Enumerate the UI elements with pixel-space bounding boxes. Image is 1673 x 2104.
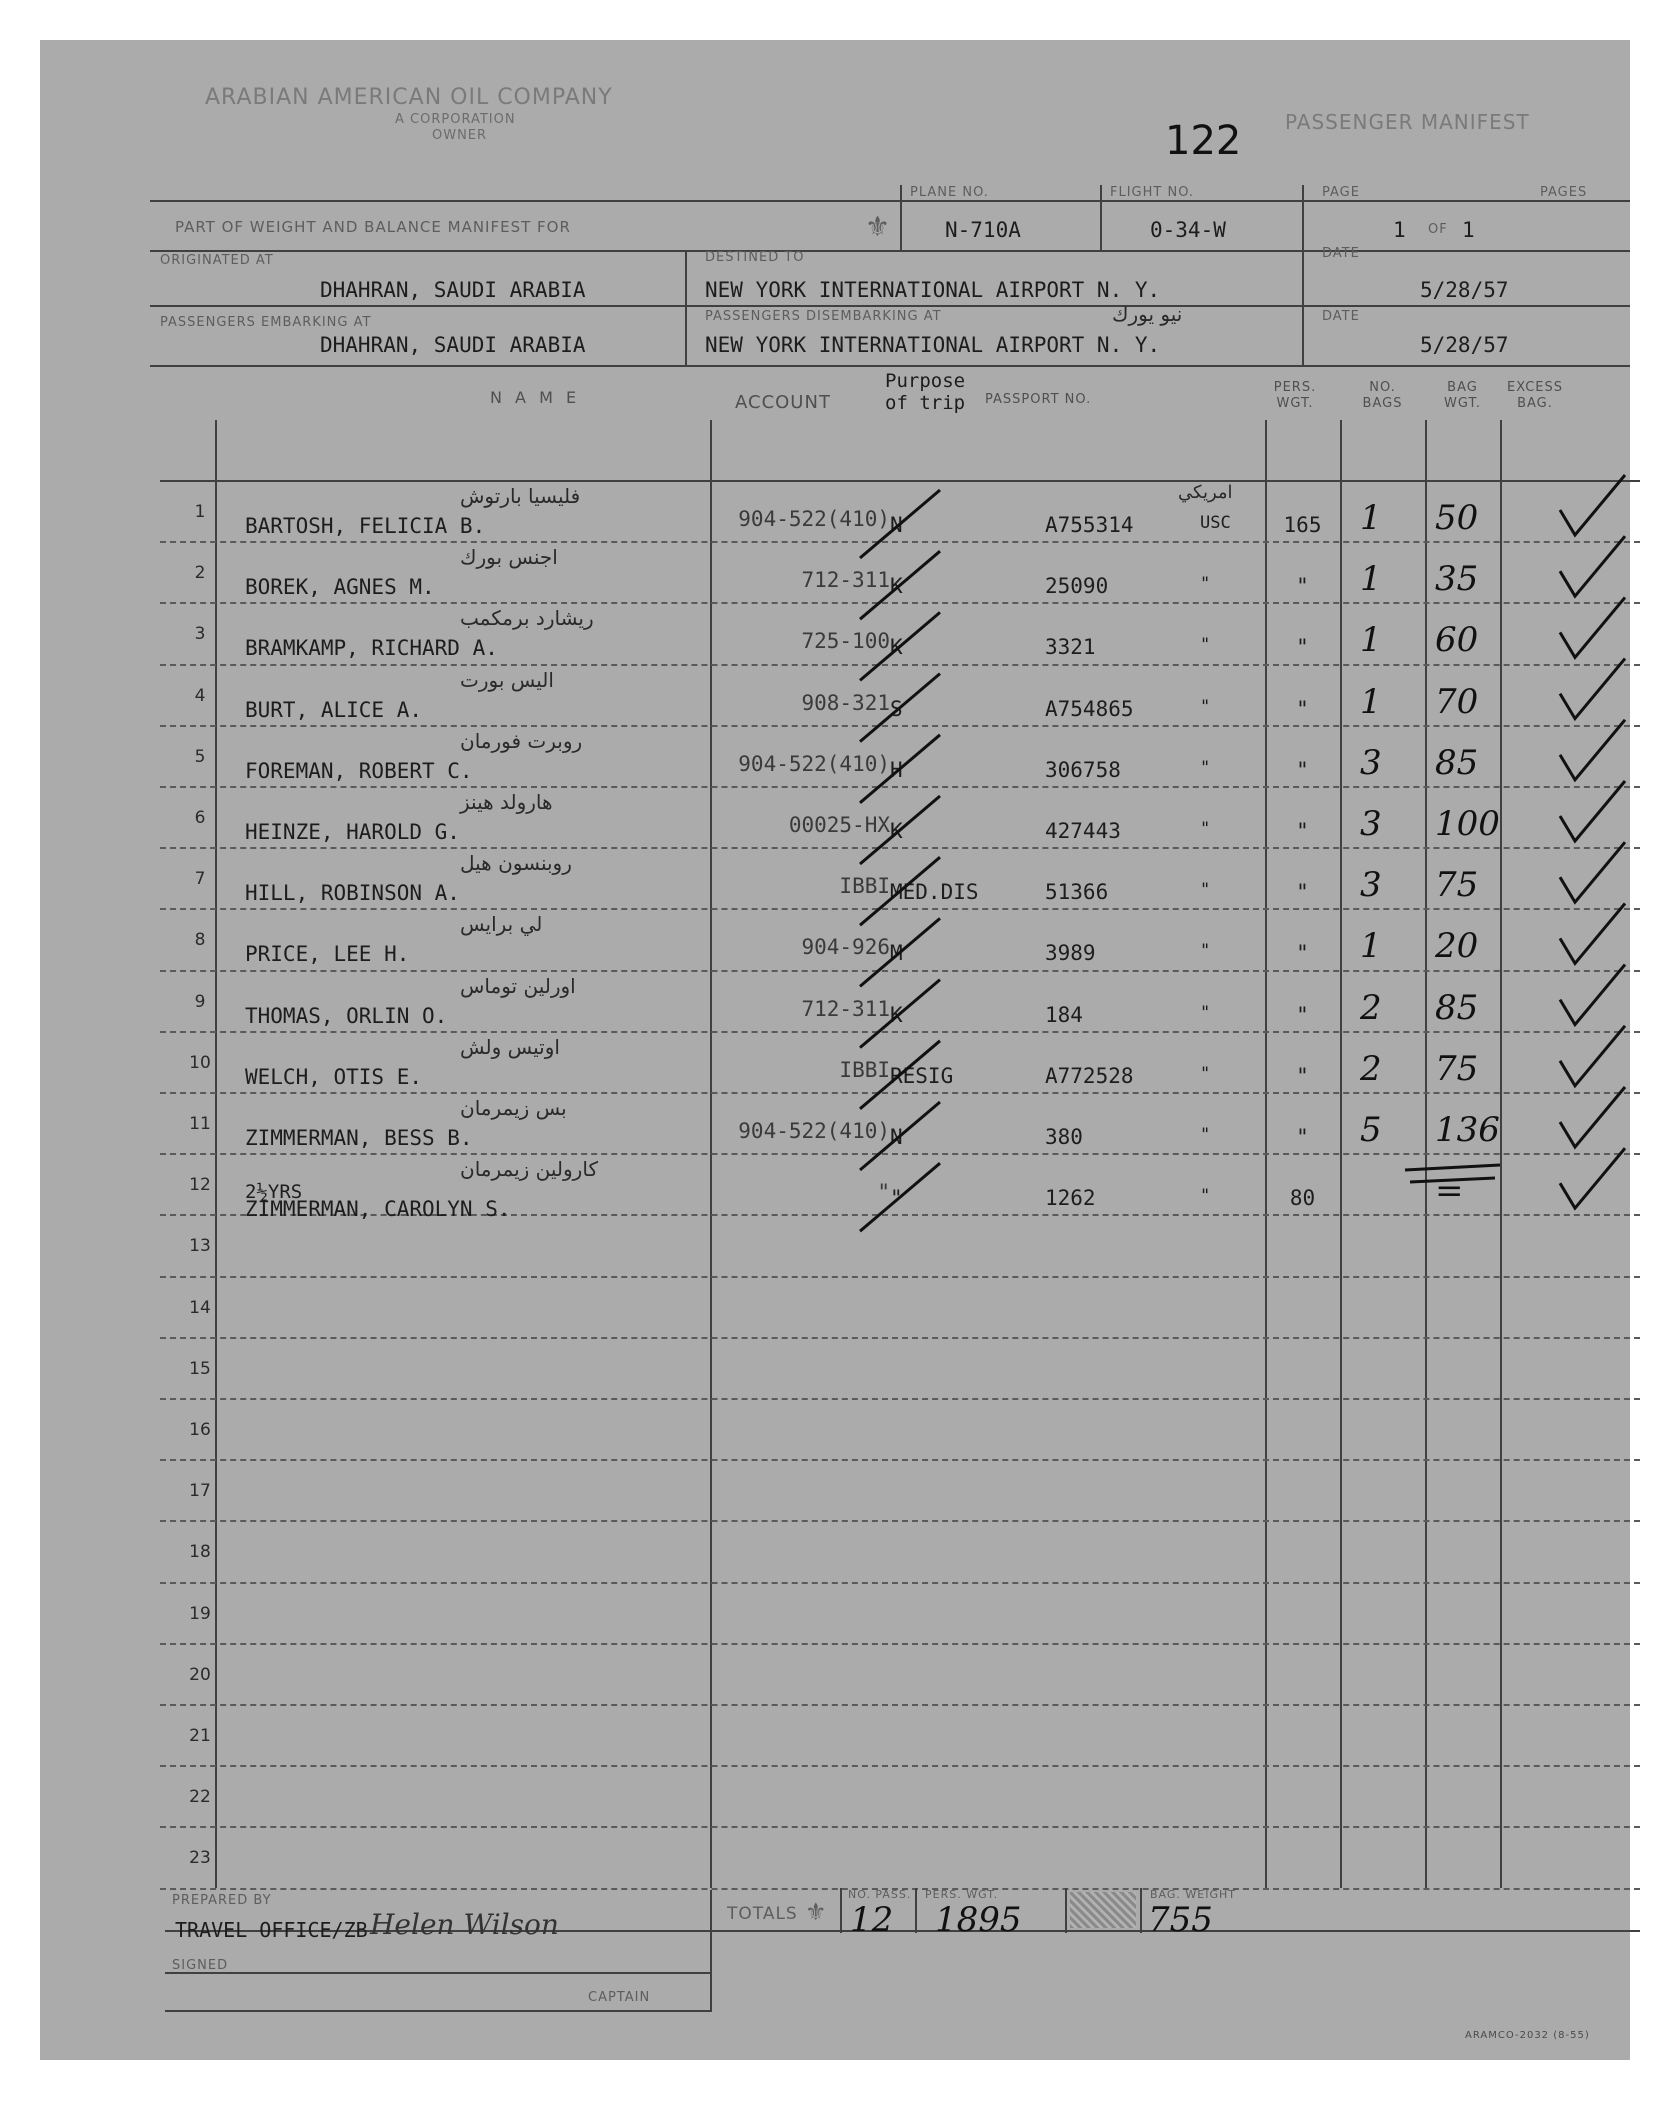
- pers-wgt-value: ": [1296, 1125, 1309, 1149]
- arabic-destination-note: نيو يورك: [1112, 302, 1183, 326]
- pers-note: ": [1200, 1002, 1211, 1023]
- disembarking-label: PASSENGERS DISEMBARKING AT: [705, 309, 942, 324]
- pers-wgt-value: ": [1296, 819, 1309, 843]
- slash-mark: [860, 1163, 940, 1231]
- row-number: 8: [194, 930, 206, 951]
- account-value: 904-522(410): [738, 1119, 890, 1143]
- account-value: 712-311: [801, 568, 890, 593]
- pages-label: PAGES: [1540, 185, 1588, 200]
- plane-no-label: PLANE NO.: [910, 185, 989, 200]
- pers-wgt-value: ": [1296, 574, 1309, 599]
- ditto-strokes: [1405, 1165, 1500, 1182]
- originated-value: DHAHRAN, SAUDI ARABIA: [320, 278, 586, 302]
- row-number: 22: [189, 1787, 211, 1808]
- row-number: 1: [194, 502, 206, 522]
- passport-value: 427443: [1045, 819, 1121, 843]
- row-number: 23: [189, 1848, 211, 1869]
- passport-value: 51366: [1045, 880, 1109, 905]
- row-number: 4: [194, 685, 206, 706]
- passenger-name: ZIMMERMAN, CAROLYN S.: [245, 1197, 511, 1222]
- arabic-name: هارولد هينز: [460, 790, 553, 814]
- passenger-name: BARTOSH, FELICIA B.: [245, 514, 486, 538]
- embarking-label: PASSENGERS EMBARKING AT: [160, 315, 372, 330]
- col-excess-header: EXCESS BAG.: [1507, 380, 1563, 411]
- purpose-value: N: [890, 1125, 903, 1149]
- arabic-name: فليسيا بارتوش: [460, 484, 581, 508]
- passport-value: A772528: [1045, 1063, 1134, 1088]
- check-mark: [1560, 1087, 1625, 1147]
- row-number: 13: [189, 1236, 211, 1257]
- globe-icon-footer: ⚜: [805, 1898, 828, 1926]
- check-mark: [1560, 720, 1625, 780]
- date-value-1: 5/28/57: [1420, 278, 1509, 302]
- destined-value: NEW YORK INTERNATIONAL AIRPORT N. Y.: [705, 278, 1161, 302]
- check-mark: [1560, 536, 1625, 596]
- bag-wgt-value: 85: [1435, 987, 1479, 1028]
- row-number: 14: [189, 1297, 211, 1318]
- row-number: 10: [189, 1052, 211, 1073]
- row-number: 19: [189, 1603, 211, 1624]
- pers-wgt-value: ": [1296, 941, 1309, 966]
- bag-wgt-value: 50: [1435, 498, 1479, 538]
- col-purpose-header: Purpose of trip: [885, 370, 966, 414]
- bag-wgt-value: 35: [1435, 559, 1479, 600]
- slash-mark: [860, 918, 940, 986]
- page-label: PAGE: [1322, 185, 1360, 200]
- check-mark: [1560, 475, 1625, 535]
- slash-mark: [860, 735, 940, 803]
- totals-label: TOTALS: [727, 1904, 798, 1924]
- bag-wgt-value: 20: [1435, 926, 1479, 967]
- date-value-2: 5/28/57: [1420, 333, 1509, 357]
- row-number: 21: [189, 1726, 211, 1746]
- corporation-label: A CORPORATION: [395, 112, 516, 127]
- flight-no-value: 0-34-W: [1150, 218, 1226, 242]
- bags-value: 3: [1360, 865, 1382, 906]
- row-number: 3: [194, 624, 206, 645]
- pers-note: ": [1200, 1125, 1211, 1145]
- pers-wgt-value: ": [1296, 635, 1309, 660]
- account-value: 00025-HX: [788, 813, 890, 837]
- bags-value: 1: [1360, 926, 1382, 967]
- check-mark: [1560, 597, 1625, 657]
- slash-mark: [860, 551, 940, 619]
- no-pass-value: 12: [850, 1900, 894, 1940]
- passenger-name: BURT, ALICE A.: [245, 697, 423, 722]
- check-mark: [1560, 842, 1625, 902]
- slash-mark: [860, 857, 940, 925]
- row-number: 16: [189, 1420, 211, 1440]
- passenger-name: PRICE, LEE H.: [245, 942, 410, 967]
- bag-wgt-value: 85: [1435, 742, 1479, 783]
- passport-value: 1262: [1045, 1186, 1096, 1211]
- pers-note: ": [1200, 696, 1211, 717]
- form-code: ARAMCO-2032 (8-55): [1465, 2030, 1590, 2041]
- pers-wgt-value: ": [1296, 696, 1309, 721]
- pers-wgt-value: 165: [1283, 513, 1322, 537]
- pers-note: ": [1200, 819, 1211, 839]
- passport-value: A754865: [1045, 696, 1134, 721]
- prepared-by-value: TRAVEL OFFICE/ZB: [175, 1918, 368, 1942]
- arabic-name: بس زيمرمان: [460, 1096, 567, 1120]
- passenger-name: ZIMMERMAN, BESS B.: [245, 1126, 473, 1150]
- col-pers-wgt-header: PERS. WGT.: [1273, 380, 1317, 411]
- check-mark: [1560, 1026, 1625, 1086]
- passport-value: 306758: [1045, 757, 1121, 782]
- arabic-name: اورلين توماس: [460, 973, 576, 998]
- row-number: 20: [189, 1664, 211, 1685]
- plane-no-value: N-710A: [945, 218, 1021, 242]
- account-value: 904-926: [801, 935, 890, 960]
- row-number: 9: [194, 991, 206, 1012]
- pers-wgt-total-label: PERS. WGT.: [925, 1888, 999, 1901]
- slash-mark: [860, 796, 940, 864]
- passenger-name: BOREK, AGNES M.: [245, 575, 435, 600]
- arabic-name: اوتيس ولش: [460, 1034, 560, 1059]
- passenger-name: FOREMAN, ROBERT C.: [245, 758, 473, 783]
- passport-value: 3321: [1045, 635, 1096, 660]
- check-mark: [1560, 903, 1625, 963]
- arabic-name: اليس بورت: [460, 667, 554, 692]
- row-number: 18: [189, 1542, 211, 1563]
- pers-wgt-total-value: 1895: [935, 1900, 1022, 1940]
- slash-mark: [860, 1041, 940, 1109]
- pers-note: USC: [1200, 513, 1231, 533]
- bag-wgt-value: 100: [1435, 804, 1500, 844]
- bags-value: 1: [1360, 498, 1382, 538]
- signed-label: SIGNED: [172, 1958, 229, 1973]
- pers-wgt-value: ": [1296, 757, 1309, 782]
- pers-wgt-value: ": [1296, 1002, 1309, 1027]
- passenger-name: THOMAS, ORLIN O.: [245, 1003, 448, 1028]
- account-value: 904-522(410): [738, 507, 890, 531]
- passenger-name: WELCH, OTIS E.: [245, 1064, 423, 1089]
- pers-note: ": [1200, 941, 1211, 962]
- bag-wgt-value: =: [1435, 1171, 1464, 1212]
- pers-note: ": [1200, 1063, 1211, 1084]
- handwritten-marks: [40, 40, 1630, 2060]
- purpose-value: K: [890, 1002, 903, 1027]
- pers-note: ": [1200, 1186, 1211, 1207]
- passport-value: 25090: [1045, 574, 1109, 599]
- bags-value: 2: [1360, 1048, 1382, 1089]
- account-value: IBBI: [839, 1057, 890, 1082]
- purpose-value: H: [890, 757, 903, 782]
- row-number: 12: [189, 1175, 211, 1196]
- document-title: PASSENGER MANIFEST: [1285, 110, 1530, 134]
- account-value: 725-100: [801, 629, 890, 654]
- passport-value: 3989: [1045, 941, 1096, 966]
- owner-label: OWNER: [432, 128, 488, 143]
- prepared-by-label: PREPARED BY: [172, 1893, 272, 1908]
- bags-value: 1: [1360, 620, 1382, 661]
- col-name-header: N A M E: [490, 388, 581, 407]
- account-value: 908-321: [801, 690, 890, 715]
- originated-label: ORIGINATED AT: [160, 253, 274, 268]
- nationality-arabic: امريكي: [1178, 482, 1233, 503]
- bag-wgt-value: 75: [1435, 865, 1479, 906]
- date-label-1: DATE: [1322, 246, 1360, 261]
- row-number: 17: [189, 1481, 211, 1502]
- pers-note: ": [1200, 635, 1211, 656]
- part-of-label: PART OF WEIGHT AND BALANCE MANIFEST FOR: [175, 218, 571, 236]
- captain-label: CAPTAIN: [588, 1990, 651, 2005]
- pers-wgt-value: 80: [1289, 1186, 1316, 1211]
- signature: Helen Wilson: [370, 1908, 559, 1941]
- passenger-name: BRAMKAMP, RICHARD A.: [245, 636, 498, 661]
- bags-value: 3: [1360, 804, 1382, 844]
- slash-mark: [860, 612, 940, 680]
- bags-value: 2: [1360, 987, 1382, 1028]
- check-mark: [1560, 1148, 1625, 1208]
- row-number: 6: [194, 808, 206, 828]
- no-pass-label: NO. PASS.: [848, 1888, 912, 1901]
- purpose-value: K: [890, 819, 903, 843]
- passport-value: A755314: [1045, 513, 1134, 537]
- pages-value: 1: [1462, 218, 1475, 242]
- check-mark: [1560, 781, 1625, 841]
- purpose-value: MED.DIS: [890, 880, 979, 905]
- arabic-name: روبنسون هيل: [460, 851, 572, 876]
- purpose-value: K: [890, 635, 903, 660]
- bag-wgt-value: 60: [1435, 620, 1479, 661]
- globe-icon: ⚜: [865, 210, 892, 243]
- check-mark: [1560, 659, 1625, 719]
- document-number: 122: [1165, 118, 1242, 164]
- account-value: IBBI: [839, 874, 890, 899]
- bag-weight-label: BAG. WEIGHT: [1150, 1888, 1236, 1901]
- disembarking-value: NEW YORK INTERNATIONAL AIRPORT N. Y.: [705, 333, 1161, 357]
- bag-wgt-value: 75: [1435, 1048, 1479, 1089]
- pers-wgt-value: ": [1296, 1063, 1309, 1088]
- purpose-value: N: [890, 513, 903, 537]
- arabic-name: لي برايس: [460, 912, 543, 937]
- arabic-name: ريشارد برمكمب: [460, 606, 594, 631]
- check-mark: [1560, 965, 1625, 1025]
- name-note: 2½YRS: [245, 1181, 303, 1204]
- pers-note: ": [1200, 757, 1211, 778]
- bags-value: 3: [1360, 742, 1382, 783]
- col-passport-header: PASSPORT NO.: [985, 392, 1092, 407]
- row-number: 11: [189, 1114, 211, 1134]
- embarking-value: DHAHRAN, SAUDI ARABIA: [320, 333, 586, 357]
- bag-weight-value: 755: [1148, 1900, 1213, 1940]
- slash-mark: [860, 674, 940, 742]
- bag-wgt-value: 70: [1435, 681, 1479, 722]
- account-value: 712-311: [801, 996, 890, 1021]
- row-number: 2: [194, 563, 206, 584]
- purpose-value: ": [890, 1186, 903, 1211]
- slash-mark: [860, 1102, 940, 1170]
- account-value: ": [877, 1180, 890, 1205]
- row-number: 5: [194, 746, 206, 767]
- company-name: ARABIAN AMERICAN OIL COMPANY: [205, 85, 613, 110]
- flight-no-label: FLIGHT NO.: [1110, 185, 1195, 200]
- bags-value: 1: [1360, 681, 1382, 722]
- date-label-2: DATE: [1322, 309, 1360, 324]
- purpose-value: RESIG: [890, 1063, 954, 1088]
- col-bag-wgt-header: BAG WGT.: [1444, 380, 1481, 411]
- page-value: 1: [1393, 218, 1406, 242]
- pers-note: ": [1200, 880, 1211, 901]
- row-number: 7: [194, 869, 206, 890]
- bag-wgt-value: 136: [1435, 1110, 1500, 1150]
- slash-mark: [860, 490, 940, 558]
- slash-mark: [860, 980, 940, 1048]
- col-no-bags-header: NO. BAGS: [1362, 380, 1403, 411]
- pers-wgt-value: ": [1296, 880, 1309, 905]
- purpose-value: S: [890, 696, 903, 721]
- purpose-value: K: [890, 574, 903, 599]
- purpose-value: M: [890, 941, 903, 966]
- col-account-header: ACCOUNT: [735, 392, 831, 413]
- passport-value: 184: [1045, 1002, 1083, 1027]
- pers-note: ": [1200, 574, 1211, 595]
- destined-label: DESTINED TO: [705, 250, 805, 265]
- arabic-name: روبرت فورمان: [460, 728, 583, 753]
- arabic-name: اجنس بورك: [460, 545, 558, 570]
- passenger-name: HILL, ROBINSON A.: [245, 881, 460, 906]
- passport-value: 380: [1045, 1125, 1083, 1149]
- account-value: 904-522(410): [738, 751, 890, 776]
- manifest-page: [40, 40, 1630, 2060]
- passenger-name: HEINZE, HAROLD G.: [245, 820, 460, 844]
- of-label: OF: [1428, 222, 1448, 237]
- arabic-name: كارولين زيمرمان: [460, 1157, 598, 1182]
- bags-value: 1: [1360, 559, 1382, 600]
- bags-value: 5: [1360, 1110, 1382, 1150]
- row-number: 15: [189, 1358, 211, 1379]
